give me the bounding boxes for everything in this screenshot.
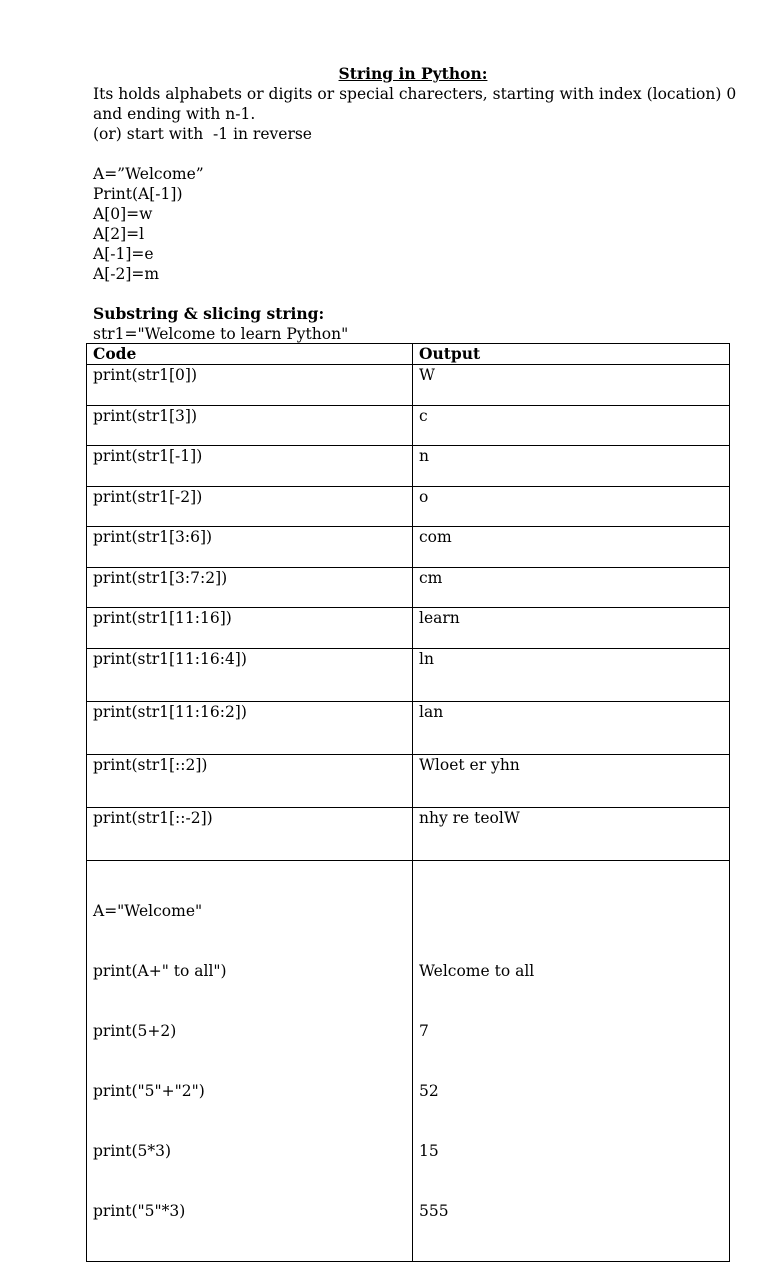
example-line: A[2]=l <box>93 225 145 243</box>
column-header-code: Code <box>87 344 413 365</box>
code-cell: print(str1[11:16:2]) <box>87 702 413 755</box>
output-cell: lan <box>413 702 730 755</box>
column-header-output: Output <box>413 344 730 365</box>
spacer <box>93 144 733 164</box>
table-row <box>87 608 730 649</box>
code-line: print("5"*3) <box>93 1202 186 1220</box>
example-line: A[-2]=m <box>93 265 160 283</box>
output-cell: c <box>413 406 730 446</box>
example-line: A=”Welcome” <box>93 165 204 183</box>
output-cell: nhy re teolW <box>413 808 730 861</box>
output-line: 555 <box>419 1202 449 1220</box>
table-row <box>87 755 730 808</box>
code-cell <box>87 861 413 1262</box>
output-line: Welcome to all <box>419 962 535 980</box>
section-heading: Substring & slicing string: <box>93 304 325 323</box>
code-cell: print(str1[11:16]) <box>87 608 413 649</box>
table-row <box>87 446 730 487</box>
table-row <box>87 568 730 608</box>
document-page <box>93 64 737 344</box>
code-cell: print(str1[3:6]) <box>87 527 413 568</box>
output-cell: com <box>413 527 730 568</box>
output-cell: cm <box>413 568 730 608</box>
slicing-table <box>86 343 730 1262</box>
code-cell: print(str1[::2]) <box>87 755 413 808</box>
output-line: 15 <box>419 1142 439 1160</box>
code-cell: print(str1[3:7:2]) <box>87 568 413 608</box>
example-line: A[0]=w <box>93 205 153 223</box>
code-cell: print(str1[11:16:4]) <box>87 649 413 702</box>
table-row <box>87 406 730 446</box>
output-line <box>419 901 723 921</box>
code-line: print(5*3) <box>93 1142 172 1160</box>
spacer <box>93 284 733 304</box>
table-row <box>87 861 730 1262</box>
example-line: A[-1]=e <box>93 245 154 263</box>
code-line: print(A+" to all") <box>93 962 227 980</box>
code-line: print(5+2) <box>93 1022 177 1040</box>
code-line: print("5"+"2") <box>93 1082 205 1100</box>
table-row <box>87 487 730 527</box>
output-cell: n <box>413 446 730 487</box>
table-row <box>87 649 730 702</box>
table-row <box>87 527 730 568</box>
output-cell: learn <box>413 608 730 649</box>
code-cell: print(str1[::-2]) <box>87 808 413 861</box>
intro-line-2: and ending with n-1. <box>93 105 256 123</box>
table-row <box>87 365 730 406</box>
document-title: String in Python: <box>338 64 488 83</box>
output-line: 7 <box>419 1022 429 1040</box>
output-cell: W <box>413 365 730 406</box>
output-cell: o <box>413 487 730 527</box>
output-cell: ln <box>413 649 730 702</box>
code-cell: print(str1[-1]) <box>87 446 413 487</box>
output-cell: Wloet er yhn <box>413 755 730 808</box>
code-cell: print(str1[0]) <box>87 365 413 406</box>
table-row <box>87 808 730 861</box>
code-cell: print(str1[3]) <box>87 406 413 446</box>
section-assignment: str1="Welcome to learn Python" <box>93 325 349 343</box>
output-cell <box>413 861 730 1262</box>
code-cell: print(str1[-2]) <box>87 487 413 527</box>
table-header-row <box>87 344 730 365</box>
table-row <box>87 702 730 755</box>
code-line: A="Welcome" <box>93 902 203 920</box>
intro-line-1: Its holds alphabets or digits or special charecters, starting with index (location) 0 <box>93 85 737 103</box>
intro-line-3: (or) start with -1 in reverse <box>93 125 312 143</box>
example-line: Print(A[-1]) <box>93 185 183 203</box>
output-line: 52 <box>419 1082 439 1100</box>
